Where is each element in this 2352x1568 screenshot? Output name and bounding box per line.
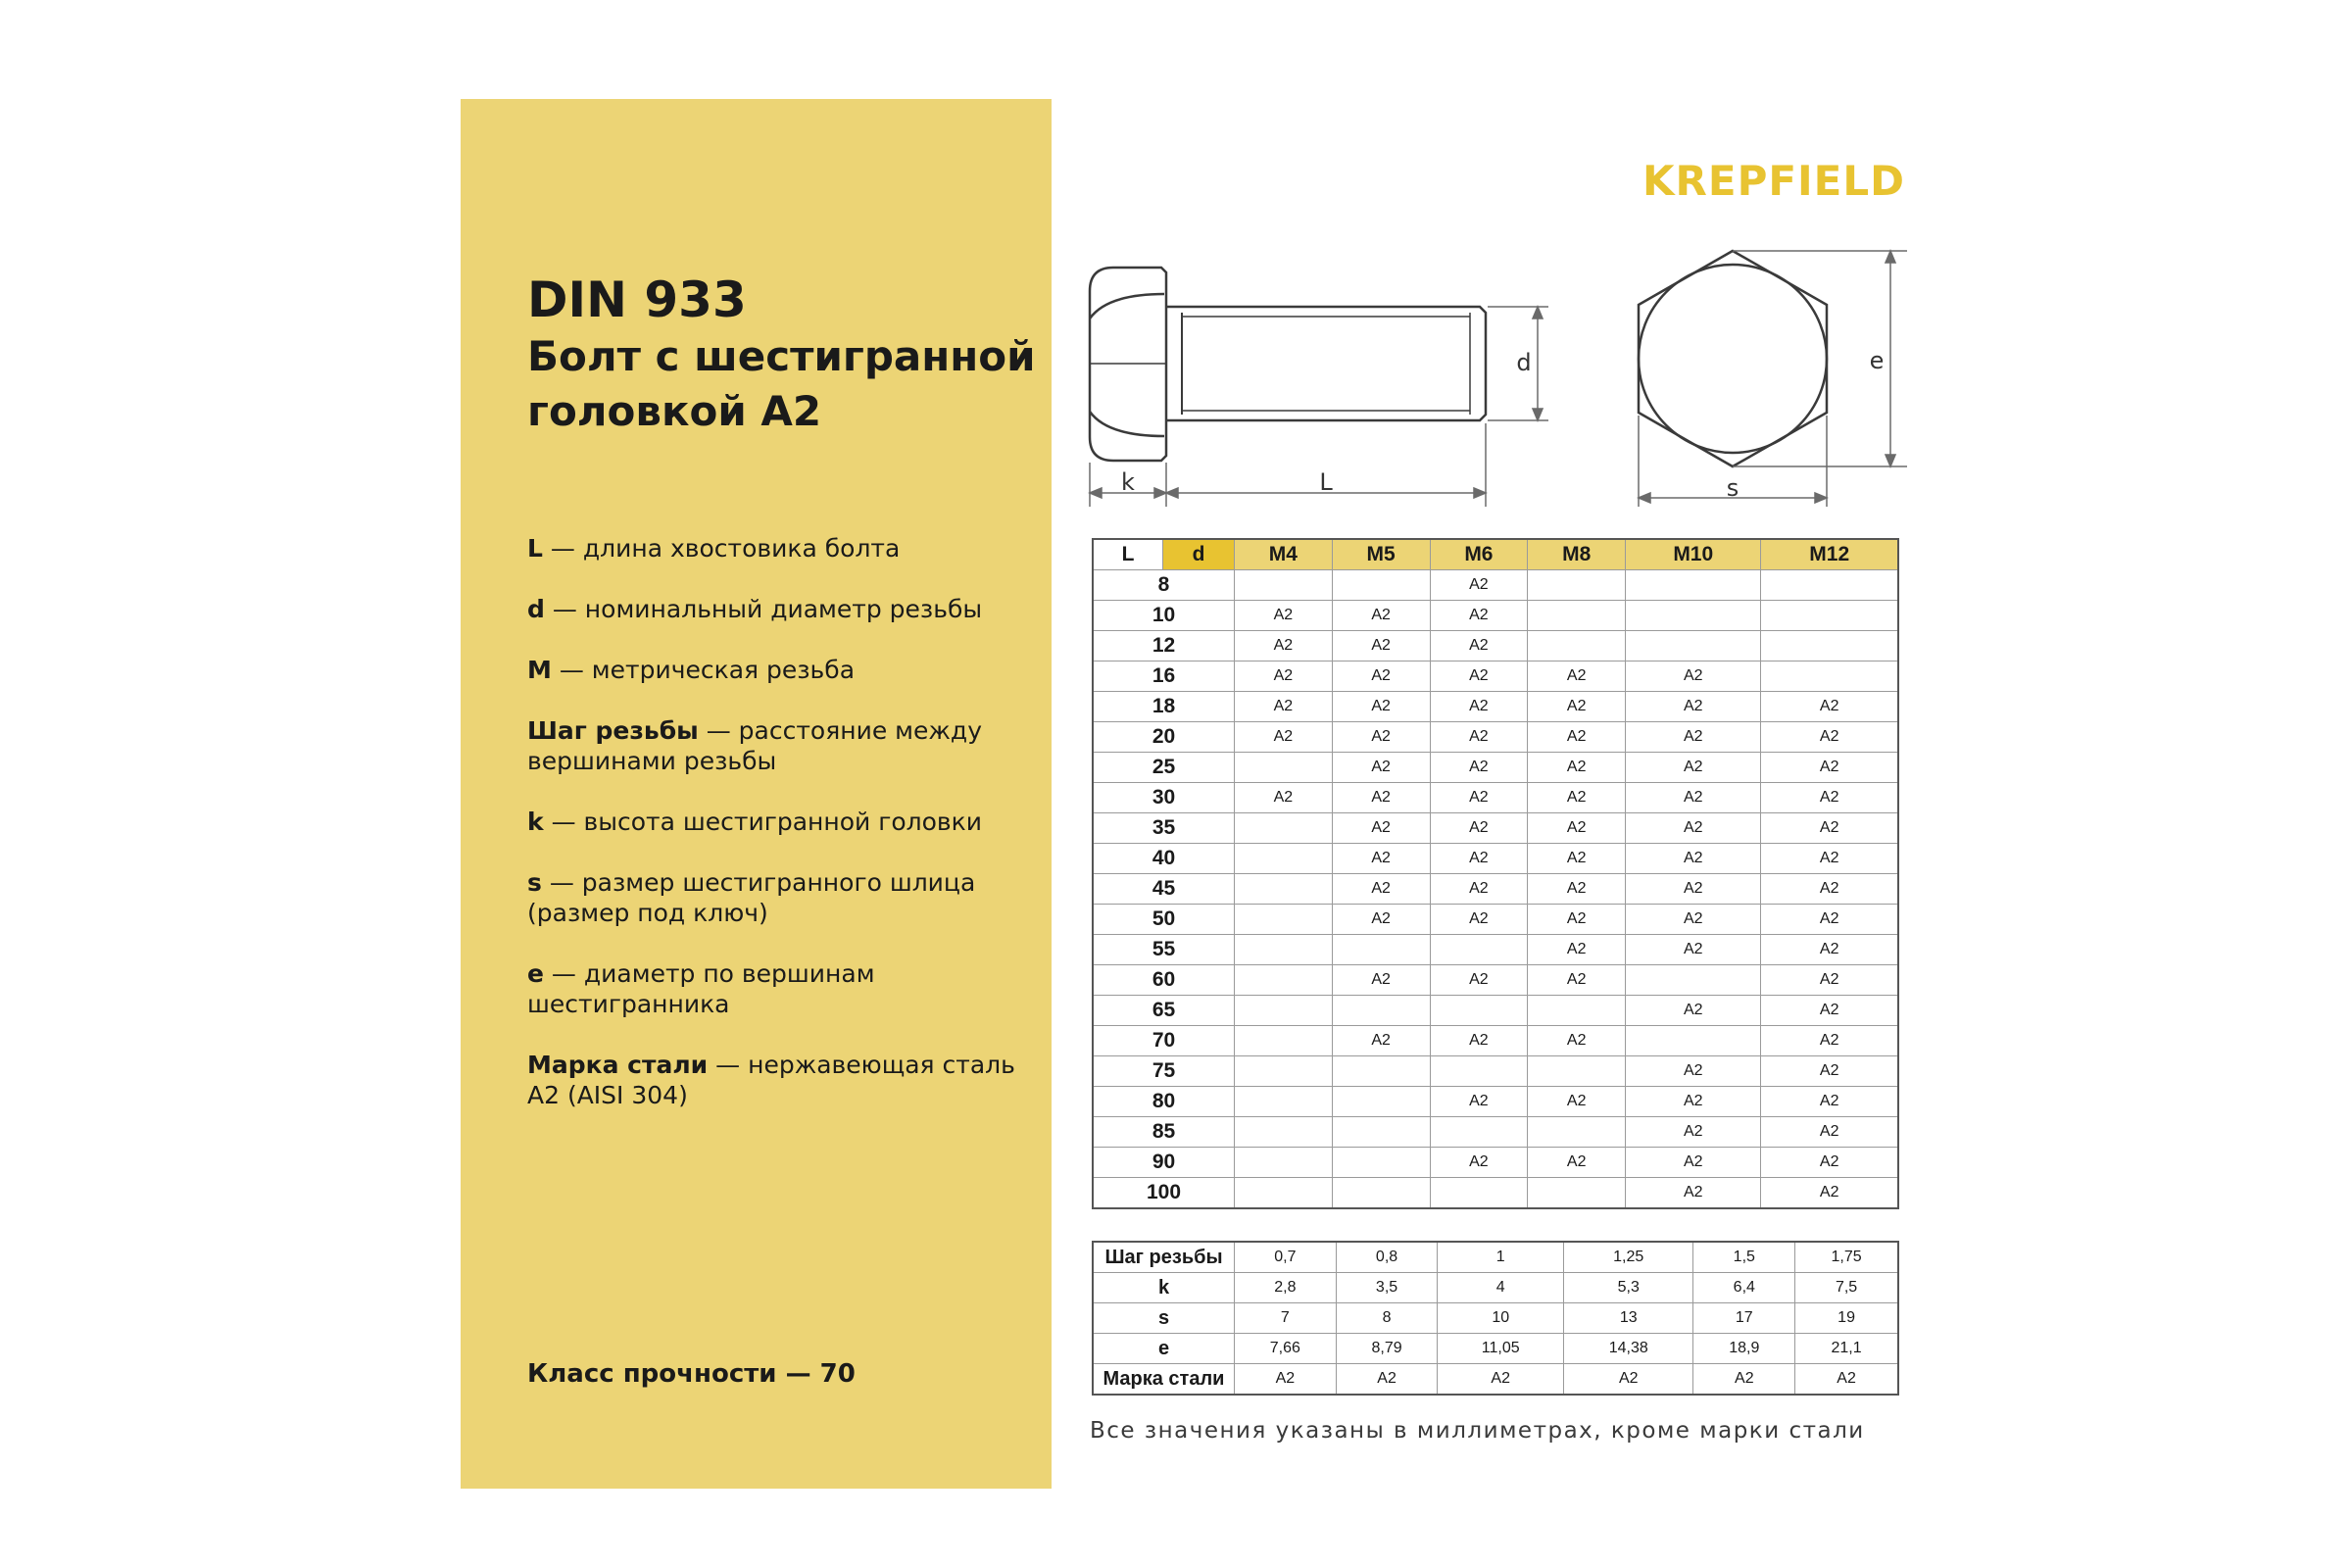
param-value: 1,25 <box>1564 1242 1693 1273</box>
availability-cell: A2 <box>1626 874 1761 905</box>
size-header: M10 <box>1626 539 1761 570</box>
corner-label-L: L <box>1093 539 1163 570</box>
availability-cell: A2 <box>1528 1026 1626 1056</box>
availability-cell <box>1235 844 1333 874</box>
availability-cell: A2 <box>1235 601 1333 631</box>
table-row <box>1093 631 1898 662</box>
table-row <box>1093 692 1898 722</box>
dim-label-s: s <box>1726 474 1740 502</box>
availability-cell: A2 <box>1430 662 1528 692</box>
availability-cell <box>1235 996 1333 1026</box>
availability-cell: A2 <box>1332 601 1430 631</box>
length-cell: 85 <box>1093 1117 1235 1148</box>
param-value: 21,1 <box>1795 1334 1898 1364</box>
table-row <box>1093 1334 1898 1364</box>
availability-cell <box>1528 631 1626 662</box>
availability-cell: A2 <box>1430 965 1528 996</box>
units-footnote: Все значения указаны в миллиметрах, кроме марки стали <box>1090 1418 1865 1444</box>
length-cell: 60 <box>1093 965 1235 996</box>
param-label: Марка стали <box>1093 1364 1235 1396</box>
title-standard: DIN 933 <box>527 271 747 328</box>
availability-cell: A2 <box>1761 813 1898 844</box>
availability-cell: A2 <box>1626 692 1761 722</box>
availability-cell: A2 <box>1761 935 1898 965</box>
availability-cell <box>1235 1178 1333 1209</box>
availability-cell <box>1626 631 1761 662</box>
table-row <box>1093 905 1898 935</box>
availability-cell: A2 <box>1626 1148 1761 1178</box>
availability-cell <box>1761 570 1898 601</box>
availability-cell: A2 <box>1430 874 1528 905</box>
table-row <box>1093 1117 1898 1148</box>
param-value: A2 <box>1235 1364 1337 1396</box>
param-label: e <box>1093 1334 1235 1364</box>
availability-cell: A2 <box>1528 844 1626 874</box>
availability-cell: A2 <box>1332 722 1430 753</box>
availability-cell: A2 <box>1430 1087 1528 1117</box>
title-product-line1: Болт с шестигранной <box>527 332 1036 380</box>
availability-cell: A2 <box>1626 1056 1761 1087</box>
availability-cell: A2 <box>1332 631 1430 662</box>
table-row <box>1093 965 1898 996</box>
availability-cell: A2 <box>1430 813 1528 844</box>
availability-cell <box>1430 1117 1528 1148</box>
availability-cell: A2 <box>1761 1056 1898 1087</box>
table-row <box>1093 1026 1898 1056</box>
param-value: 8 <box>1336 1303 1438 1334</box>
availability-cell <box>1235 753 1333 783</box>
availability-cell: A2 <box>1332 905 1430 935</box>
availability-cell <box>1235 1148 1333 1178</box>
availability-cell: A2 <box>1761 783 1898 813</box>
availability-cell: A2 <box>1430 722 1528 753</box>
availability-cell <box>1761 601 1898 631</box>
param-value: 7 <box>1235 1303 1337 1334</box>
table-row <box>1093 783 1898 813</box>
table-row <box>1093 996 1898 1026</box>
availability-cell: A2 <box>1332 1026 1430 1056</box>
availability-cell: A2 <box>1430 844 1528 874</box>
table-row <box>1093 662 1898 692</box>
availability-cell <box>1626 1026 1761 1056</box>
availability-cell <box>1332 570 1430 601</box>
availability-cell <box>1235 570 1333 601</box>
brand-logo: KREPFIELD <box>1642 157 1905 205</box>
length-cell: 20 <box>1093 722 1235 753</box>
availability-cell: A2 <box>1761 874 1898 905</box>
definition-text: — метрическая резьба <box>551 656 856 684</box>
availability-cell: A2 <box>1626 1117 1761 1148</box>
availability-cell: A2 <box>1626 813 1761 844</box>
availability-cell <box>1332 1087 1430 1117</box>
availability-cell <box>1332 1056 1430 1087</box>
definition-text: — расстояние между вершинами резьбы <box>527 716 983 775</box>
length-cell: 90 <box>1093 1148 1235 1178</box>
length-cell: 75 <box>1093 1056 1235 1087</box>
table-row <box>1093 1178 1898 1209</box>
availability-cell <box>1235 813 1333 844</box>
availability-cell: A2 <box>1626 662 1761 692</box>
availability-cell: A2 <box>1332 965 1430 996</box>
availability-cell: A2 <box>1528 874 1626 905</box>
definition-text: — диаметр по вершинам шестигранника <box>527 959 875 1018</box>
length-cell: 25 <box>1093 753 1235 783</box>
availability-cell: A2 <box>1528 783 1626 813</box>
param-value: 14,38 <box>1564 1334 1693 1364</box>
availability-cell: A2 <box>1430 783 1528 813</box>
availability-cell: A2 <box>1528 722 1626 753</box>
param-value: 2,8 <box>1235 1273 1337 1303</box>
param-label: s <box>1093 1303 1235 1334</box>
param-value: 18,9 <box>1693 1334 1795 1364</box>
availability-cell <box>1528 601 1626 631</box>
length-cell: 40 <box>1093 844 1235 874</box>
size-header: M4 <box>1235 539 1333 570</box>
availability-cell <box>1430 935 1528 965</box>
param-label: k <box>1093 1273 1235 1303</box>
param-label: Шаг резьбы <box>1093 1242 1235 1273</box>
definition-term: Марка стали <box>527 1051 709 1079</box>
availability-cell: A2 <box>1528 692 1626 722</box>
availability-cell: A2 <box>1235 662 1333 692</box>
availability-cell: A2 <box>1761 965 1898 996</box>
table-row <box>1093 1087 1898 1117</box>
param-value: A2 <box>1564 1364 1693 1396</box>
param-value: 3,5 <box>1336 1273 1438 1303</box>
dim-label-d: d <box>1516 349 1532 376</box>
size-header: M5 <box>1332 539 1430 570</box>
availability-cell <box>1332 1148 1430 1178</box>
param-value: 1,5 <box>1693 1242 1795 1273</box>
availability-cell: A2 <box>1332 753 1430 783</box>
availability-cell: A2 <box>1430 1026 1528 1056</box>
length-cell: 10 <box>1093 601 1235 631</box>
availability-cell: A2 <box>1761 692 1898 722</box>
dim-label-e: e <box>1869 347 1885 374</box>
availability-cell: A2 <box>1626 935 1761 965</box>
availability-cell: A2 <box>1235 631 1333 662</box>
availability-cell <box>1332 935 1430 965</box>
definition-term: Шаг резьбы <box>527 716 699 745</box>
availability-cell: A2 <box>1332 783 1430 813</box>
param-value: 0,8 <box>1336 1242 1438 1273</box>
availability-cell <box>1235 905 1333 935</box>
availability-cell <box>1761 631 1898 662</box>
availability-cell: A2 <box>1626 1178 1761 1209</box>
length-cell: 100 <box>1093 1178 1235 1209</box>
availability-cell: A2 <box>1528 753 1626 783</box>
availability-cell <box>1528 570 1626 601</box>
param-value: 13 <box>1564 1303 1693 1334</box>
availability-cell <box>1626 965 1761 996</box>
availability-cell: A2 <box>1761 753 1898 783</box>
availability-cell: A2 <box>1430 753 1528 783</box>
length-cell: 18 <box>1093 692 1235 722</box>
length-cell: 30 <box>1093 783 1235 813</box>
availability-cell: A2 <box>1528 1087 1626 1117</box>
availability-cell: A2 <box>1332 874 1430 905</box>
availability-cell: A2 <box>1332 813 1430 844</box>
availability-cell <box>1528 996 1626 1026</box>
availability-cell <box>1528 1178 1626 1209</box>
availability-cell: A2 <box>1430 692 1528 722</box>
param-value: 5,3 <box>1564 1273 1693 1303</box>
availability-cell: A2 <box>1430 631 1528 662</box>
availability-cell: A2 <box>1528 813 1626 844</box>
definition-term: e <box>527 959 544 988</box>
availability-cell <box>1430 1178 1528 1209</box>
availability-cell <box>1528 1056 1626 1087</box>
availability-cell: A2 <box>1761 844 1898 874</box>
param-value: 10 <box>1438 1303 1564 1334</box>
definition-text: — нержавеющая сталь А2 (AISI 304) <box>527 1051 1015 1109</box>
availability-cell: A2 <box>1761 1087 1898 1117</box>
availability-cell: A2 <box>1761 1117 1898 1148</box>
availability-cell <box>1430 1056 1528 1087</box>
availability-cell <box>1761 662 1898 692</box>
param-value: A2 <box>1336 1364 1438 1396</box>
length-cell: 50 <box>1093 905 1235 935</box>
table-row <box>1093 935 1898 965</box>
param-value: 1 <box>1438 1242 1564 1273</box>
table-row <box>1093 1364 1898 1396</box>
param-value: 1,75 <box>1795 1242 1898 1273</box>
table-row <box>1093 1056 1898 1087</box>
availability-cell <box>1626 570 1761 601</box>
availability-cell: A2 <box>1761 1178 1898 1209</box>
availability-cell <box>1235 965 1333 996</box>
definition-text: — номинальный диаметр резьбы <box>544 595 983 623</box>
length-cell: 55 <box>1093 935 1235 965</box>
corner-label-d: d <box>1163 539 1235 570</box>
param-value: 6,4 <box>1693 1273 1795 1303</box>
availability-cell <box>1235 1026 1333 1056</box>
length-cell: 35 <box>1093 813 1235 844</box>
availability-cell <box>1235 1056 1333 1087</box>
table-row <box>1093 570 1898 601</box>
param-value: A2 <box>1438 1364 1564 1396</box>
availability-cell: A2 <box>1235 722 1333 753</box>
length-cell: 70 <box>1093 1026 1235 1056</box>
availability-cell <box>1235 1117 1333 1148</box>
availability-cell: A2 <box>1626 753 1761 783</box>
table-row <box>1093 874 1898 905</box>
table-row <box>1093 1303 1898 1334</box>
availability-cell: A2 <box>1430 1148 1528 1178</box>
availability-cell <box>1626 601 1761 631</box>
definition-term: M <box>527 656 552 684</box>
availability-cell <box>1235 935 1333 965</box>
availability-cell <box>1235 874 1333 905</box>
availability-cell: A2 <box>1332 844 1430 874</box>
availability-cell: A2 <box>1528 905 1626 935</box>
table-row <box>1093 601 1898 631</box>
table-row <box>1093 813 1898 844</box>
param-value: 0,7 <box>1235 1242 1337 1273</box>
availability-table <box>1092 538 1899 1209</box>
length-cell: 8 <box>1093 570 1235 601</box>
table-row <box>1093 1242 1898 1273</box>
length-cell: 45 <box>1093 874 1235 905</box>
availability-cell: A2 <box>1430 601 1528 631</box>
definition-term: L <box>527 534 543 563</box>
availability-cell: A2 <box>1761 1026 1898 1056</box>
length-cell: 65 <box>1093 996 1235 1026</box>
table-row <box>1093 844 1898 874</box>
definition-term: k <box>527 808 544 836</box>
definition-term: d <box>527 595 545 623</box>
param-value: 19 <box>1795 1303 1898 1334</box>
availability-cell: A2 <box>1332 662 1430 692</box>
availability-cell <box>1528 1117 1626 1148</box>
param-value: A2 <box>1693 1364 1795 1396</box>
table-row <box>1093 1273 1898 1303</box>
availability-cell <box>1332 996 1430 1026</box>
parameters-table <box>1092 1241 1899 1396</box>
availability-cell: A2 <box>1626 844 1761 874</box>
definition-text: — длина хвостовика болта <box>542 534 901 563</box>
table-row <box>1093 1148 1898 1178</box>
table-row <box>1093 753 1898 783</box>
param-value: 4 <box>1438 1273 1564 1303</box>
availability-cell <box>1332 1178 1430 1209</box>
availability-cell: A2 <box>1626 1087 1761 1117</box>
param-value: 17 <box>1693 1303 1795 1334</box>
availability-cell: A2 <box>1332 692 1430 722</box>
param-value: 11,05 <box>1438 1334 1564 1364</box>
availability-cell: A2 <box>1761 722 1898 753</box>
length-cell: 12 <box>1093 631 1235 662</box>
param-value: A2 <box>1795 1364 1898 1396</box>
availability-cell: A2 <box>1626 783 1761 813</box>
definition-term: s <box>527 868 542 897</box>
availability-cell <box>1430 996 1528 1026</box>
dim-label-k: k <box>1121 468 1135 496</box>
availability-cell <box>1235 1087 1333 1117</box>
availability-cell: A2 <box>1626 996 1761 1026</box>
title-product-line2: головкой А2 <box>527 387 822 435</box>
length-cell: 16 <box>1093 662 1235 692</box>
dim-label-L: L <box>1319 468 1333 496</box>
availability-cell <box>1332 1117 1430 1148</box>
availability-cell: A2 <box>1528 935 1626 965</box>
availability-cell: A2 <box>1235 783 1333 813</box>
definition-text: — размер шестигранного шлица (размер под ключ) <box>527 868 976 927</box>
table-row <box>1093 722 1898 753</box>
size-header: M8 <box>1528 539 1626 570</box>
availability-cell: A2 <box>1528 965 1626 996</box>
definition-text: — высота шестигранной головки <box>543 808 982 836</box>
length-cell: 80 <box>1093 1087 1235 1117</box>
strength-class: Класс прочности — 70 <box>527 1359 856 1389</box>
param-value: 8,79 <box>1336 1334 1438 1364</box>
availability-header-row <box>1093 539 1898 570</box>
availability-cell: A2 <box>1528 1148 1626 1178</box>
param-value: 7,66 <box>1235 1334 1337 1364</box>
availability-cell: A2 <box>1761 905 1898 935</box>
size-header: M6 <box>1430 539 1528 570</box>
availability-cell: A2 <box>1761 996 1898 1026</box>
param-value: 7,5 <box>1795 1273 1898 1303</box>
availability-cell: A2 <box>1430 905 1528 935</box>
availability-cell: A2 <box>1430 570 1528 601</box>
availability-cell: A2 <box>1626 722 1761 753</box>
availability-cell: A2 <box>1528 662 1626 692</box>
size-header: M12 <box>1761 539 1898 570</box>
availability-cell: A2 <box>1761 1148 1898 1178</box>
availability-cell: A2 <box>1626 905 1761 935</box>
availability-cell: A2 <box>1235 692 1333 722</box>
